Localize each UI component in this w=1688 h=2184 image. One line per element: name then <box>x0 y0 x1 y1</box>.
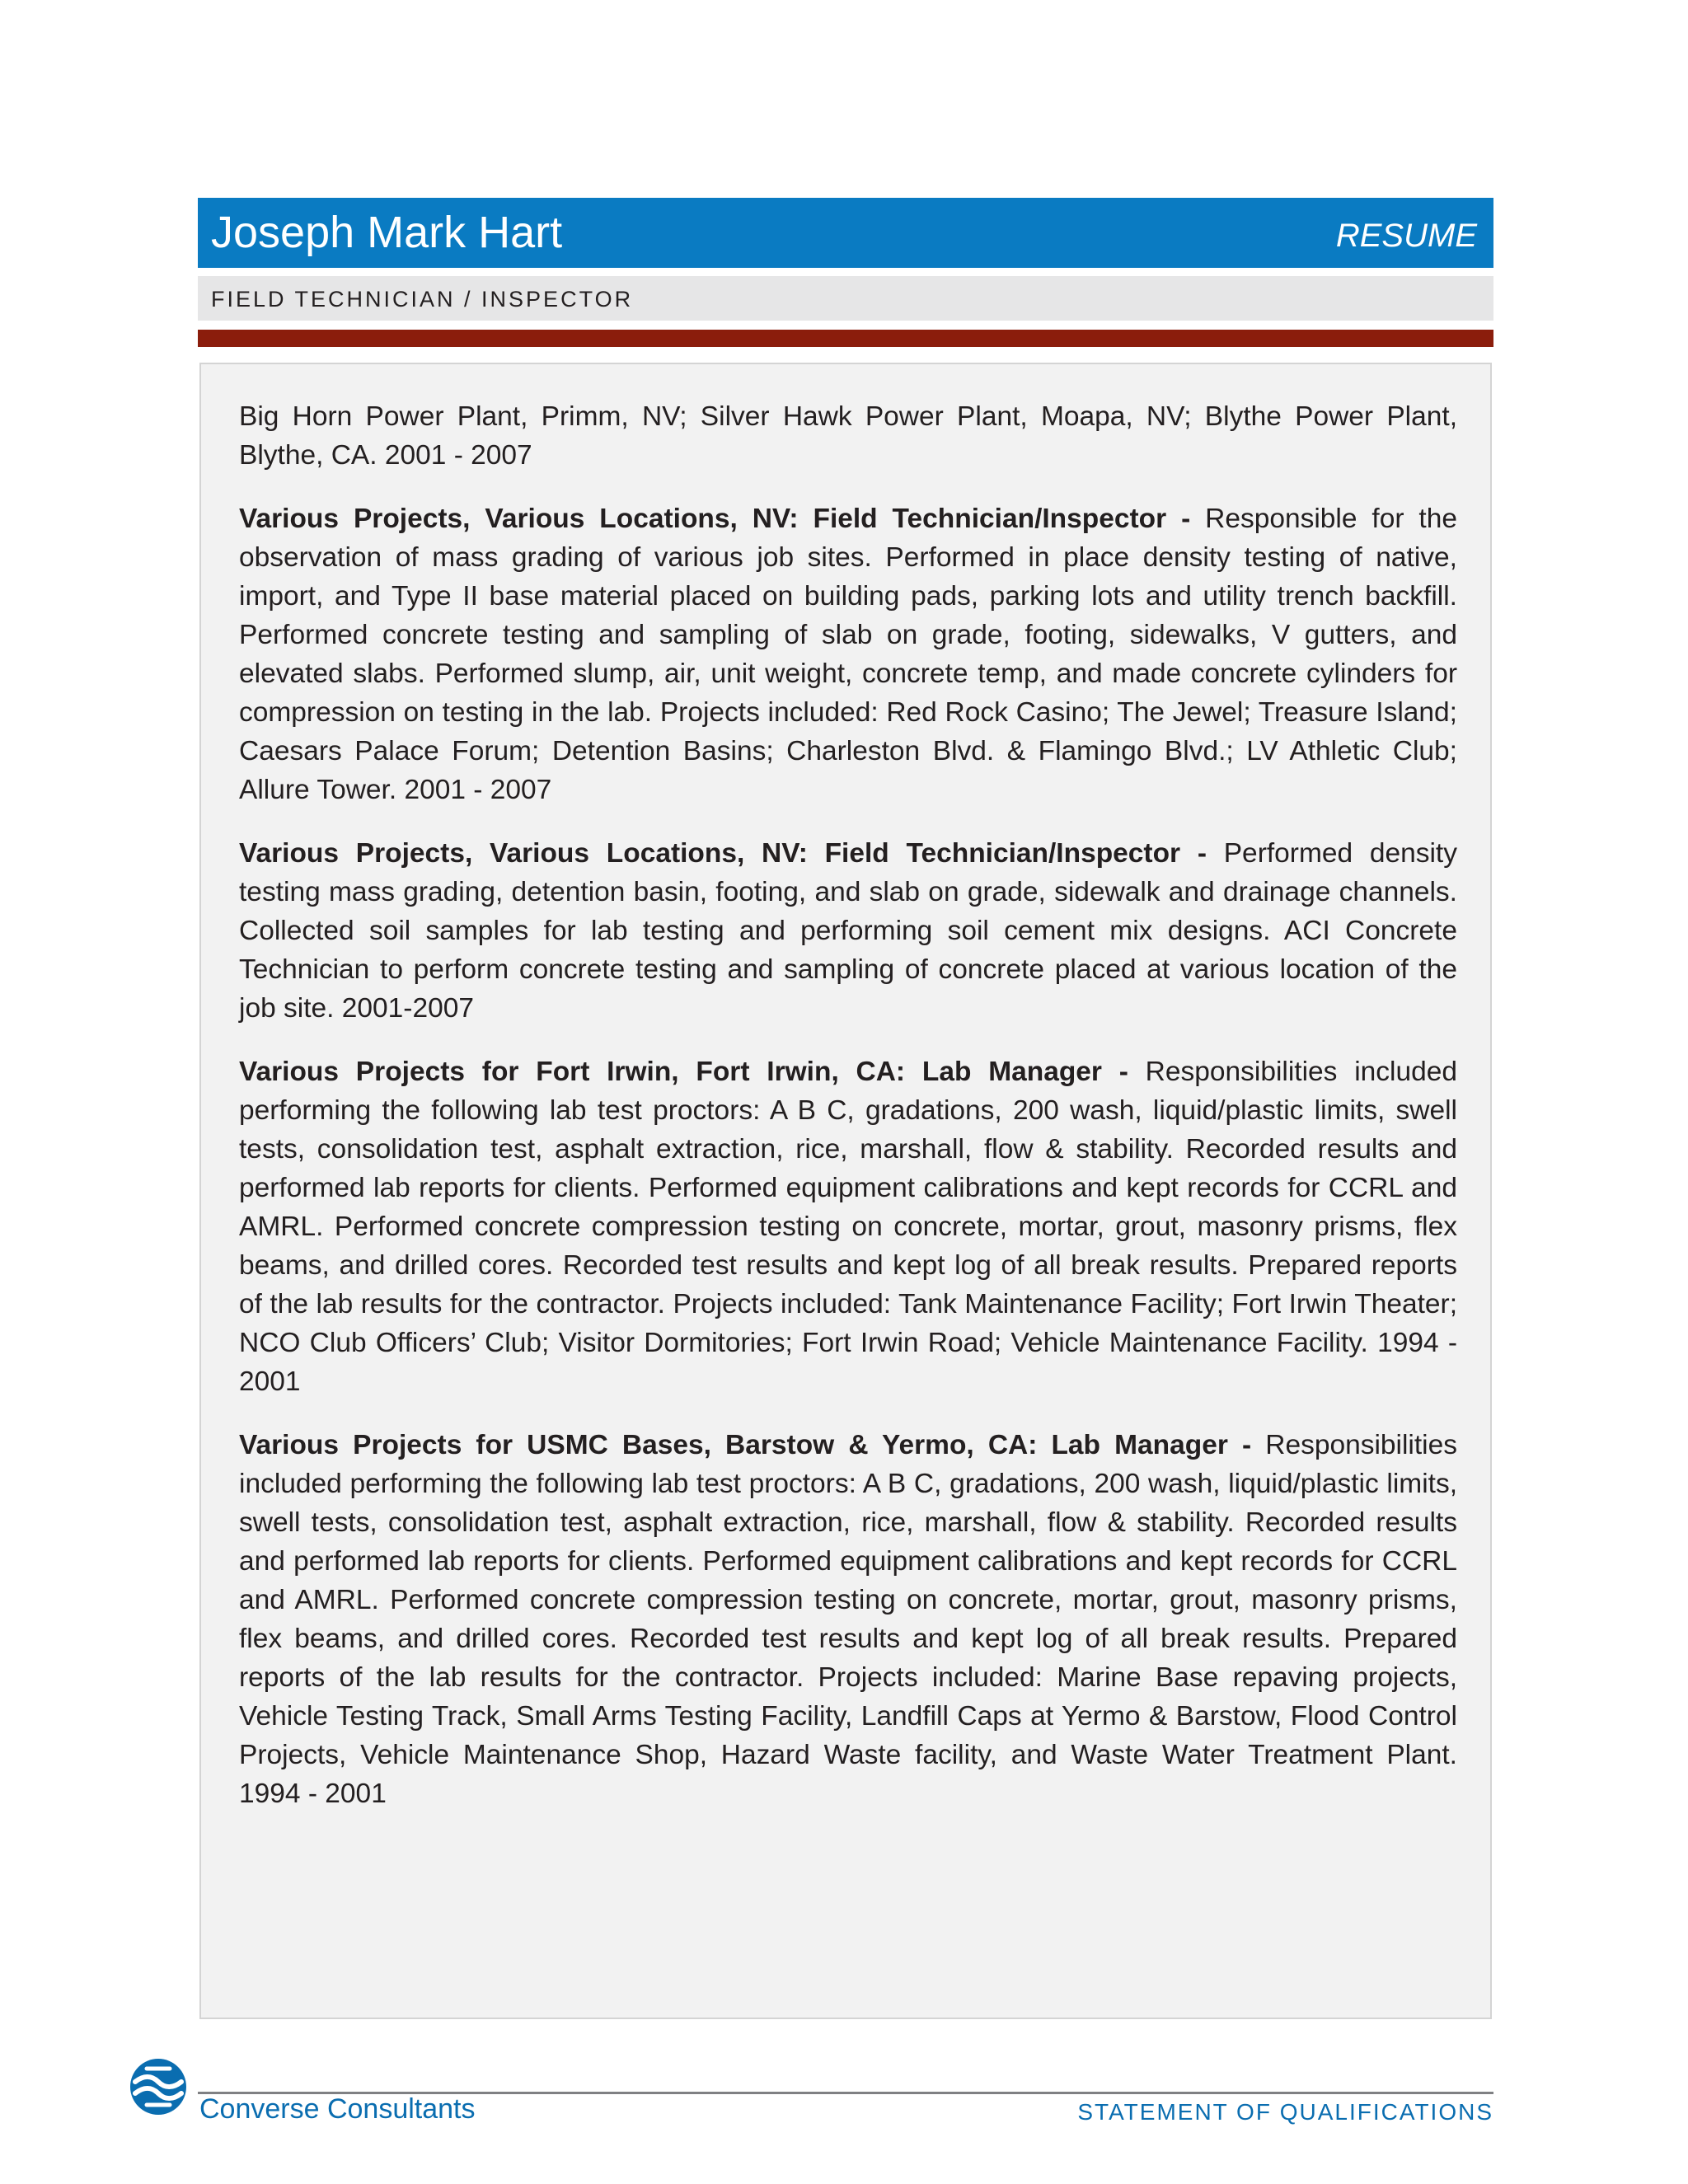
entry-heading: Various Projects for USMC Bases, Barstow & Yermo, CA: Lab Manager - <box>239 1430 1252 1460</box>
experience-entry <box>239 499 1457 809</box>
experience-entry <box>239 1052 1457 1401</box>
job-title: FIELD TECHNICIAN / INSPECTOR <box>211 287 634 312</box>
entry-heading: Various Projects, Various Locations, NV: Field Technician/Inspector - <box>239 504 1191 534</box>
company-name: Converse Consultants <box>199 2093 476 2125</box>
entry-heading: Various Projects for Fort Irwin, Fort Irwin, CA: Lab Manager - <box>239 1057 1128 1087</box>
intro-paragraph: Big Horn Power Plant, Primm, NV; Silver Hawk Power Plant, Moapa, NV; Blythe Power Plant, Blythe, CA. 2001 - 2007 <box>239 401 1457 471</box>
converse-consultants-logo-icon <box>129 2057 188 2116</box>
section-label: STATEMENT OF QUALIFICATIONS <box>1077 2099 1493 2125</box>
entry-body: Responsibilities included performing the following lab test proctors: A B C, gradations, 200 wash, liquid/plastic limits, swell tests, consolidation test, asphalt extraction, rice, marshall, flow & stability. Recorded results and performed lab reports for clients. Performed equipment calibrations and kept records for CCRL and AMRL. Performed concrete compression testing on concrete, mortar, grout, masonry prisms, flex beams, and drilled cores. Recorded test results and kept log of all break results. Prepared reports of the lab results for the contractor. Projects included: Marine Base repaving projects, Vehicle Testing Track, Small Arms Testing Facility, Landfill Caps at Yermo & Barstow, Flood Control Projects, Vehicle Maintenance Shop, Hazard Waste facility, and Waste Water Treatment Plant. 1994 - 2001 <box>239 1430 1458 1809</box>
document-label: RESUME <box>1335 218 1477 254</box>
experience-entry <box>239 1426 1457 1813</box>
candidate-name: Joseph Mark Hart <box>211 208 563 257</box>
accent-divider <box>198 330 1493 347</box>
content-body <box>239 397 1457 1838</box>
entry-heading: Various Projects, Various Locations, NV: Field Technician/Inspector - <box>239 838 1207 869</box>
title-bar <box>198 198 1493 268</box>
entry-body: Responsible for the observation of mass grading of various job sites. Performed in place density testing of native, import, and Type II base material placed on building pads, parking lots and utility trench backfill. Performed concrete testing and sampling of slab on grade, footing, sidewalks, V gutters, and elevated slabs. Performed slump, air, unit weight, concrete temp, and made concrete cylinders for compression on testing in the lab. Projects included: Red Rock Casino; The Jewel; Treasure Island; Caesars Palace Forum; Detention Basins; Charleston Blvd. & Flamingo Blvd.; LV Athletic Club; Allure Tower. 2001 - 2007 <box>239 504 1457 805</box>
content-panel <box>199 363 1492 2019</box>
subtitle-bar <box>198 276 1493 321</box>
experience-entry <box>239 834 1457 1028</box>
entry-body: Responsibilities included performing the following lab test proctors: A B C, gradations, 200 wash, liquid/plastic limits, swell tests, consolidation test, asphalt extraction, rice, marshall, flow & stability. Recorded results and performed lab reports for clients. Performed equipment calibrations and kept records for CCRL and AMRL. Performed concrete compression testing on concrete, mortar, grout, masonry prisms, flex beams, and drilled cores. Recorded test results and kept log of all break results. Prepared reports of the lab results for the contractor. Projects included: Tank Maintenance Facility; Fort Irwin Theater; NCO Club Officers’ Club; Visitor Dormitories; Fort Irwin Road; Vehicle Maintenance Facility. 1994 - 2001 <box>239 1057 1458 1397</box>
entry-body: Performed density testing mass grading, detention basin, footing, and slab on grade, sidewalk and drainage channels. Collected soil samples for lab testing and performing soil cement mix designs. ACI Concrete Technician to perform concrete testing and sampling of concrete placed at various location of the job site. 2001-2007 <box>239 838 1457 1024</box>
